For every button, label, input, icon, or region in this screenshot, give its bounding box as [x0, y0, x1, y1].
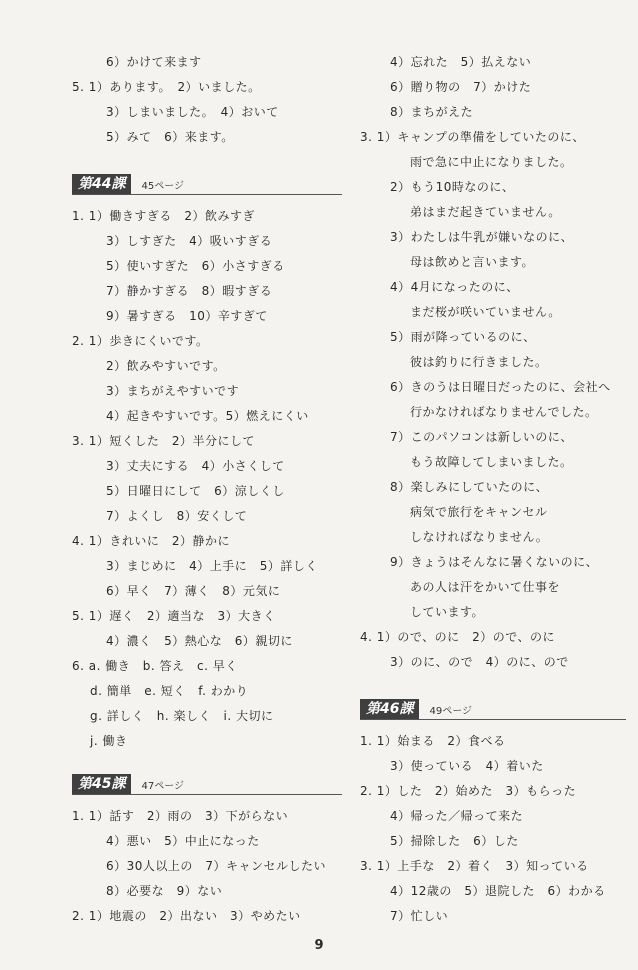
answer-line: 雨で急に中止になりました。 — [410, 155, 573, 169]
lesson-46-page-ref: 49ページ — [429, 706, 473, 717]
answer-line: 4）忘れた 5）払えない — [390, 55, 532, 69]
answer-line: g. 詳しく h. 楽しく i. 大切に — [90, 709, 274, 723]
answer-line: 8）楽しみにしていたのに、 — [390, 480, 549, 494]
answer-line: 3）丈夫にする 4）小さくして — [106, 459, 285, 473]
answer-line: 4）濃く 5）熱心な 6）親切に — [106, 634, 293, 648]
answer-line: 1. 1）働きすぎる 2）飲みすぎ — [72, 209, 256, 223]
answer-line: 7）忙しい — [390, 909, 449, 923]
answer-line: しなければなりません。 — [410, 530, 549, 544]
lesson-45-badge: 第45課 — [72, 774, 131, 794]
page-number: 9 — [314, 938, 324, 953]
answer-line: 2）飲みやすいです。 — [106, 359, 226, 373]
answer-line: 3. 1）上手な 2）着く 3）知っている — [360, 859, 589, 873]
answer-line: 弟はまだ起きていません。 — [410, 205, 561, 219]
answer-line: 2. 1）地震の 2）出ない 3）やめたい — [72, 909, 301, 923]
answer-line: まだ桜が咲いていません。 — [410, 305, 561, 319]
answer-line: 6）贈り物の 7）かけた — [390, 80, 532, 94]
answer-line: 1. 1）話す 2）雨の 3）下がらない — [72, 809, 289, 823]
answer-line: 2）もう10時なのに、 — [390, 180, 515, 194]
answer-line: 6. a. 働き b. 答え c. 早く — [72, 659, 238, 673]
answer-line: 4）帰った／帰って来た — [390, 809, 524, 823]
answer-line: 7）よくし 8）安くして — [106, 509, 248, 523]
answer-line: 5. 1）あります。 2）いました。 — [72, 80, 261, 94]
answer-line: 8）まちがえた — [390, 105, 474, 119]
answer-line: j. 働き — [90, 734, 128, 748]
answer-line: あの人は汗をかいて仕事を — [410, 580, 561, 594]
answer-line: 3）使っている 4）着いた — [390, 759, 544, 773]
answer-line: 病気で旅行をキャンセル — [410, 505, 548, 519]
answer-line: 3）まちがえやすいです — [106, 384, 240, 398]
answer-line: 6）30人以上の 7）キャンセルしたい — [106, 859, 327, 873]
answer-line: 5）みて 6）来ます。 — [106, 130, 234, 144]
answer-line: 3. 1）短くした 2）半分にして — [72, 434, 256, 448]
answer-line: 7）このパソコンは新しいのに、 — [390, 430, 573, 444]
answer-line: 4）4月になったのに、 — [390, 280, 519, 294]
answer-line: 2. 1）した 2）始めた 3）もらった — [360, 784, 577, 798]
answer-line: 2. 1）歩きにくいです。 — [72, 334, 209, 348]
answer-line: 9）暑すぎる 10）辛すぎて — [106, 309, 268, 323]
answer-line: 5）日曜日にして 6）涼しくし — [106, 484, 285, 498]
answer-line: 6）かけて来ます — [106, 55, 202, 69]
answer-line: 4. 1）きれいに 2）静かに — [72, 534, 231, 548]
lesson-44-header — [72, 172, 342, 195]
answer-line: 6）早く 7）薄く 8）元気に — [106, 584, 281, 598]
answer-line: 5）掃除した 6）した — [390, 834, 519, 848]
lesson-44-page-ref: 45ページ — [141, 181, 185, 192]
lesson-44-badge: 第44課 — [72, 174, 131, 194]
answer-line: 4）12歳の 5）退院した 6）わかる — [390, 884, 606, 898]
answer-line: 7）静かすぎる 8）暇すぎる — [106, 284, 273, 298]
answer-line: 5）雨が降っているのに、 — [390, 330, 536, 344]
answer-line: 4）起きやすいです。5）燃えにくい — [106, 409, 309, 423]
answer-line: 3）のに、ので 4）のに、ので — [390, 655, 569, 669]
answer-line: 4）悪い 5）中止になった — [106, 834, 260, 848]
answer-line: 3）しまいました。 4）おいて — [106, 105, 279, 119]
lesson-45-header — [72, 772, 342, 795]
answer-line: 4. 1）ので、のに 2）ので、のに — [360, 630, 556, 644]
answer-line: しています。 — [410, 605, 485, 619]
lesson-46-header — [360, 697, 626, 720]
answer-line: 彼は釣りに行きました。 — [410, 355, 548, 369]
answer-line: 行かなければなりませんでした。 — [410, 405, 598, 419]
answer-line: 5. 1）遅く 2）適当な 3）大きく — [72, 609, 276, 623]
answer-line: もう故障してしまいました。 — [410, 455, 573, 469]
answer-line: 6）きのうは日曜日だったのに、会社へ — [390, 380, 611, 394]
answer-line: 5）使いすぎた 6）小さすぎる — [106, 259, 285, 273]
lesson-45-page-ref: 47ページ — [141, 781, 185, 792]
answer-line: 3）わたしは牛乳が嫌いなのに、 — [390, 230, 574, 244]
answer-line: 母は飲めと言います。 — [410, 255, 535, 269]
answer-line: 9）きょうはそんなに暑くないのに、 — [390, 555, 599, 569]
answer-line: 1. 1）始まる 2）食べる — [360, 734, 506, 748]
answer-line: 3）しすぎた 4）吸いすぎる — [106, 234, 273, 248]
lesson-46-badge: 第46課 — [360, 699, 419, 719]
answer-line: 3）まじめに 4）上手に 5）詳しく — [106, 559, 318, 573]
answer-line: 3. 1）キャンプの準備をしていたのに、 — [360, 130, 585, 144]
answer-line: 8）必要な 9）ない — [106, 884, 223, 898]
answer-line: d. 簡単 e. 短く f. わかり — [90, 684, 249, 698]
